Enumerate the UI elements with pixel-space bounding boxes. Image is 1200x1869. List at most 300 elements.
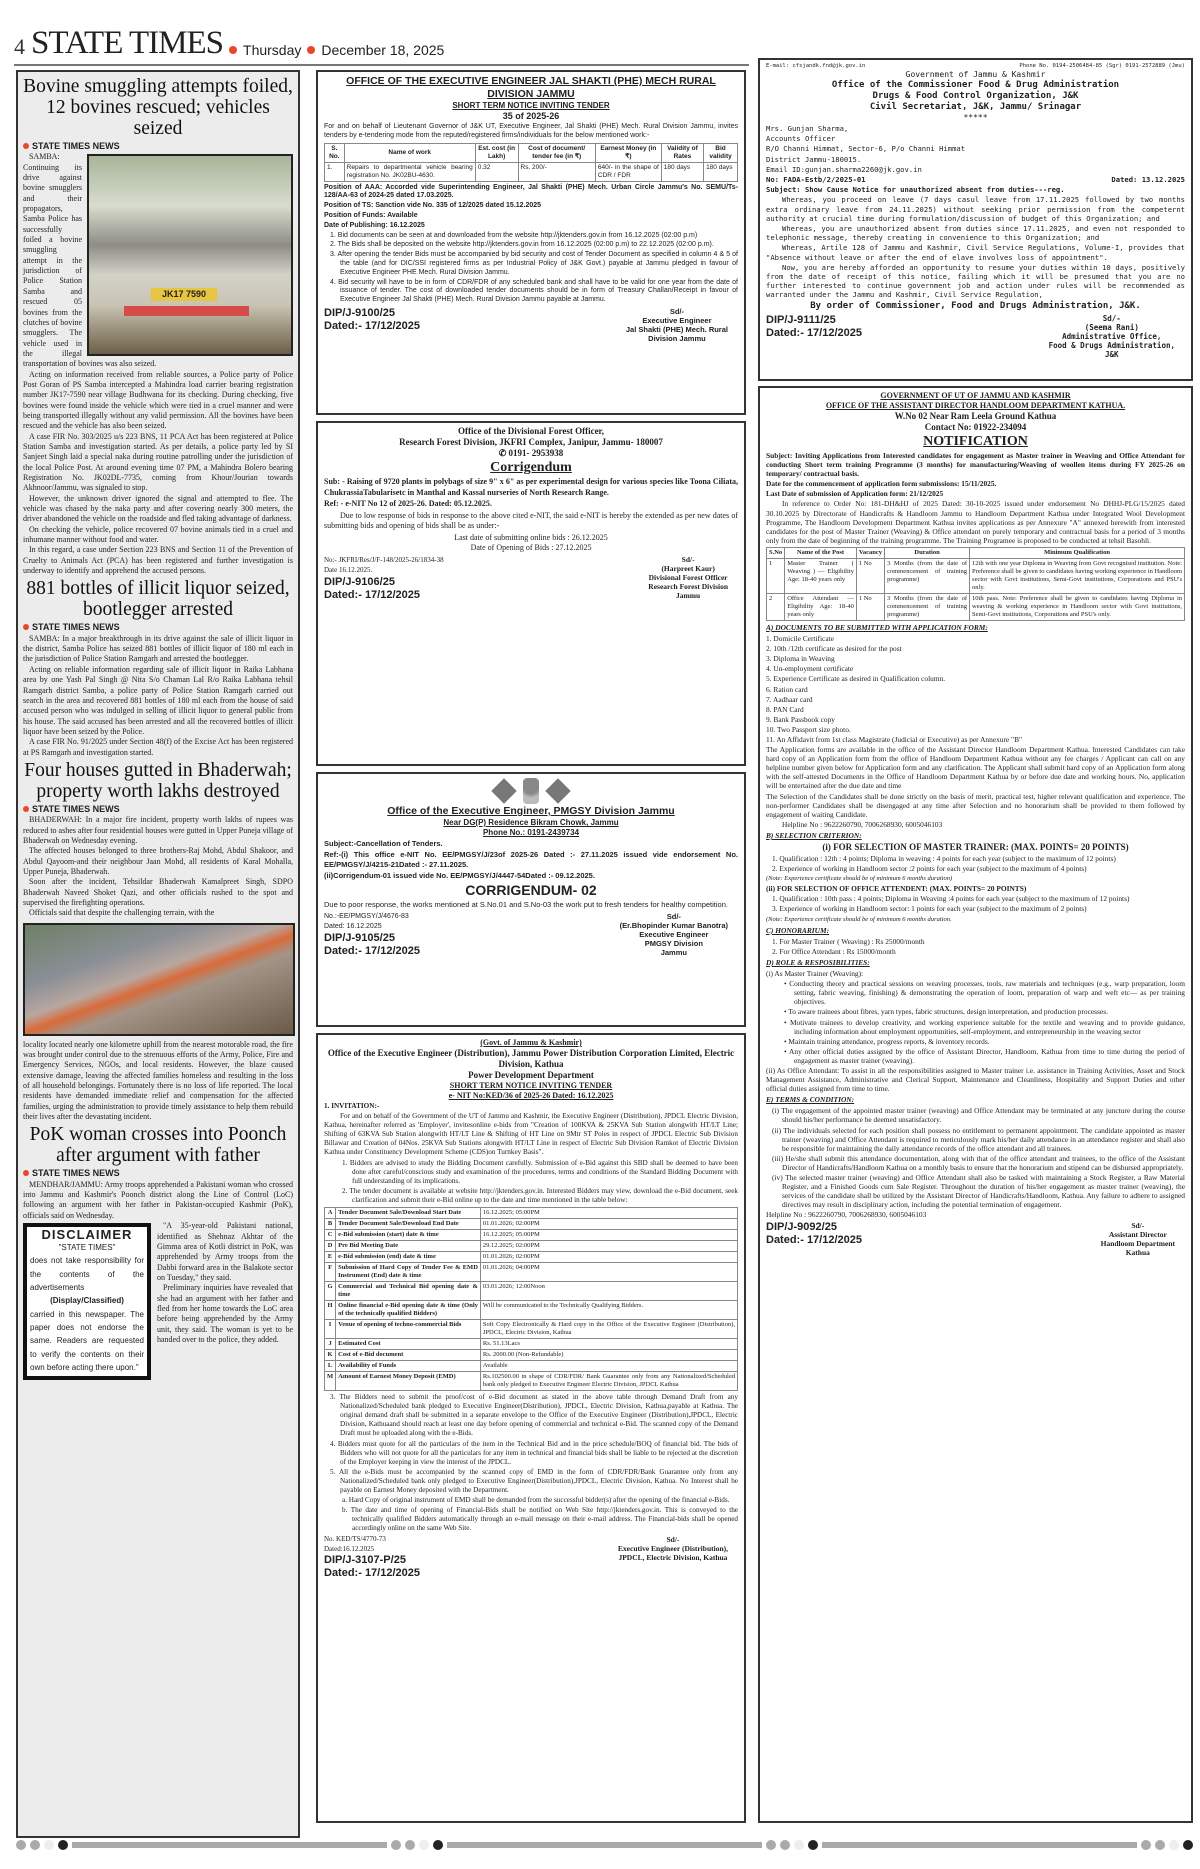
table-cell: 640/- in the shape of CDR / FDR: [595, 162, 661, 181]
notice-text: 2. For Office Attendant : Rs 15000/month: [772, 946, 896, 956]
notice-text: Email ID:gunjan.sharma2260@jk.gov.in: [766, 164, 922, 174]
reference-line: DIP/J-9100/25: [324, 306, 395, 319]
story-paragraph: However, the unknown driver ignored the signal and attempted to flee. The vehicle was chased by the naka party and after covering nearly 300 meters, the driver abandoned the vehicle on the roadside and fled taking advantage of darkness.: [23, 493, 293, 524]
notice-reference: [766, 314, 862, 359]
page-number: 4: [14, 34, 25, 59]
table-cell: 0.32: [475, 162, 518, 181]
notice-text: (iii) He/she shall submit this attendance documentation, along with that of the office attendant and trainees, to the office of the Assistant Director of Handicrafts/Handloom Kathua on a monthly basis to ensure that the honorarium and stipend can be disbursed appropriately.: [772, 1153, 1185, 1172]
notice-text: Due to low response of bids in response to the above cited e-NIT, the said e-NIT is hereby the extended as per new dates of submitting bids and opening of bids shall be as under:-: [324, 510, 738, 530]
masthead-rule: [14, 64, 749, 66]
table-cell: 1: [767, 558, 785, 593]
table-cell: Master Trainer ( Weaving ) — Eligibility Age: 18-40 years only: [785, 558, 857, 593]
story-headline: Four houses gutted in Bhaderwah; property worth lakhs destroyed: [24, 759, 292, 802]
table-cell: Estimated Cost: [336, 1339, 481, 1350]
notice-text: (Govt. of Jammu & Kashmir): [480, 1038, 582, 1047]
notice-reference: [324, 1535, 420, 1579]
table-header-cell: Duration: [885, 547, 970, 558]
disclaimer-brand: "STATE TIMES": [58, 1243, 116, 1253]
notice-text: 2. Experience of working in Handloom sector :2 points for each year (subject to the maximum of 4 points): [772, 864, 1087, 874]
table-cell: Available: [480, 1361, 737, 1372]
notice-text: 1. Domicile Certificate: [766, 634, 834, 644]
notice-text: a. Hard Copy of original instrument of EMD shall be demanded from the successful bidder(s) after the opening of the financial e-Bids.: [342, 1496, 730, 1505]
reference-line: No. KED/TS/4770-73: [324, 1535, 386, 1544]
notice-text: 2. The Bids shall be deposited on the website http://jktenders.gov.in from 16.12.2025 (02:00 p.m) to 22.12.2025 (02:00 p.m).: [330, 241, 714, 249]
story-paragraph: A case FIR No. 303/2025 u/s 223 BNS, 11 PCA Act has been registered at Police Station Samba and investigation started. As per details, a police party led by SI Sanjeet Singh laid a special naka during routine patrolling under the jurisdiction of the local Police Post. At around evening time 07 PM, a Mahindra Bolero bearing Registration No. JK02DL-7735, coming from Khour/Jourian towards Akhnoor/Jammu, was signaled to stop.: [23, 431, 293, 493]
notice-text: D) ROLE & RESPOSIBILITIES:: [766, 957, 870, 967]
notice-pmgsy-corrigendum: [316, 772, 746, 1027]
notice-text: For and on behalf of the Government of the UT of Jammu and Kashmir, the Executive Engineer (Distribution), JPDCL Electric Division, Kathua, hereinafter referred as 'Employer', invitesonline e-bids from "Creation of 100KVA & 25KVA Sub Station alongwith HT/LT Line; Shifting of 63KVA Sub Station alongwith HT/LT Line & Shifting of HT Line on 9Mtr ST Poles in respect of JPDCL Electric Sub Division Billawar and Creation of 04Nos. 25KVA Sub Stations alongwith HT/LT Line in respect of Electric Sub Division Ramkot of Electric Division Kathua under Constituency Development Scheme (CDS)on Turnkey Basis".: [324, 1112, 738, 1157]
notice-text: 3. After opening the tender Bids must be accompanied by bid security and cost of Tender Document as specified in column 4 & 5 of the table (and for DIC/SSI registered firms as per Industrial Policy of J&K Govt.) payable at Jammu pledged in favour of Executive Engineer PHE Mech. Rural Division Jammu.: [330, 251, 738, 276]
table-cell: 16.12.2025; 05:00PM: [480, 1230, 737, 1241]
signatory-line: PMGSY Division: [644, 939, 703, 948]
notice-text: Position of TS: Sanction vide No. 335 of 12/2025 dated 15.12.2025: [324, 202, 542, 210]
signatory-line: (Er.Bhopinder Kumar Banotra): [619, 921, 728, 930]
table-cell: Rs. 200/-: [518, 162, 595, 181]
table-cell: H: [325, 1301, 336, 1320]
notice-text: E) TERMS & CONDITION:: [766, 1095, 855, 1105]
notice-text: Due to poor response, the works mentioned at S.No.01 and S.No-03 the work put to fresh tenders for healthy competition.: [324, 900, 728, 909]
table-cell: I: [325, 1320, 336, 1339]
signatory-line: Sd/-: [681, 554, 695, 564]
table-cell: Submission of Hard Copy of Tender Fee & EMD Instrument (End) date & time: [336, 1263, 481, 1282]
notice-text: • Maintain training attendance, progress reports, & inventory records.: [784, 1036, 990, 1046]
notice-text: (iv) The selected master trainer (weaving) and Office Attendant shall also be tasked with maintaining a Stock Register, a Raw Material Register, and a Finished Goods cum Sale Register. Throughout the duration of his/her engagement as master trainer (weaving), the services of the candidate shall be utilized by the Assistant Director of Handicrafts/Handloom, Kathua. Any failure to adhere to assigned directives may result in disciplinary action, including the potential termination of engagement.: [772, 1173, 1185, 1210]
table-row: [325, 1339, 738, 1350]
notice-text: 2. 10th /12th certificate as desired for the post: [766, 644, 902, 654]
signatory: [648, 555, 738, 602]
notice-text: C) HONORARIUM:: [766, 925, 830, 935]
story-paragraph: Soon after the incident, Tehsildar Bhaderwah Kamalpreet Singh, SDPO Bhaderwah Naveed Shoket Qazi, and other officials rushed to the spot and supervised the firefighting operations.: [23, 877, 293, 907]
notice-text: R/O Channi Himmat, Sector-6, P/o Channi Himmat: [766, 144, 966, 154]
table-cell: 2: [767, 593, 785, 620]
table-cell: Venue of opening of techno-commercial Bids: [336, 1320, 481, 1339]
table-row: [325, 1263, 738, 1282]
table-cell: 01.01.2026; 02:00PM: [480, 1252, 737, 1263]
notice-text: Office of the Executive Engineer (Distribution), Jammu Power Distribution Corporation Limited, Electric Division, Kathua: [327, 1048, 735, 1069]
signatory-line: Jammu: [676, 590, 701, 600]
notice-text: Near DG(P) Residence Bikram Chowk, Jammu: [443, 818, 619, 827]
notice-text: Mrs. Gunjan Sharma,: [766, 124, 849, 133]
table-cell: Tender Document Sale/Download Start Date: [336, 1208, 481, 1219]
story-photo-fire: [23, 923, 295, 1036]
table-cell: Cost of e-Bid document: [336, 1350, 481, 1361]
notice-text: (Note: Experience certificate should be of minimum 6 months duration): [766, 875, 953, 883]
table-cell: E: [325, 1252, 336, 1263]
reference-line: No.:-EE/PMGSY/J/4676-83: [324, 913, 409, 920]
story-headline: Bovine smuggling attempts foiled, 12 bovines rescued; vehicles seized: [23, 76, 293, 139]
notice-text: b. The date and time of opening of Financial-Bids shall be notified on Web Site http://jktenders.gov.in. This is conveyed to the technically qualified Bidders automatically through an e-mail message on their e-mail address. The Financial-bids shall be opened accordingly online on the same Web Site.: [342, 1506, 738, 1533]
story-byline: STATE TIMES NEWS: [23, 622, 293, 632]
notice-text: Contact No: 01922-234094: [924, 422, 1027, 432]
story-paragraph: BHADERWAH: In a major fire incident, property worth lakhs of rupees was reduced to ashes after four residential houses were gutted in Upper Puneja village of Bhaderwah on Wednesday evening.: [23, 815, 293, 845]
story-headline: 881 bottles of illicit liquor seized, bootlegger arrested: [26, 578, 290, 621]
signatory-line: Sd/-: [666, 912, 681, 921]
signatory-line: Research Forest Division: [648, 581, 728, 591]
table-row: [325, 1372, 738, 1391]
table-header-cell: Minimum Qualification: [970, 547, 1185, 558]
notice-text: SHORT TERM NOTICE INVITING TENDER: [452, 101, 610, 110]
map-emblem-icon: [545, 778, 570, 803]
notice-text: 8. PAN Card: [766, 704, 804, 714]
notice-reference: [766, 1221, 862, 1257]
table-cell: 180 days: [661, 162, 703, 181]
notice-table: [324, 143, 738, 182]
header-right: Phone No. 0194-2506484-85 (Sgr) 0191-2572889 (Jmu): [1019, 63, 1185, 69]
notice-text: SHORT TERM NOTICE INVITING TENDER: [449, 1081, 613, 1090]
notice-text: OFFICE OF THE EXECUTIVE ENGINEER JAL SHAKTI (PHE) MECH RURAL DIVISION JAMMU: [346, 75, 716, 100]
table-cell: Pre Bid Meeting Date: [336, 1241, 481, 1252]
notice-text: In reference to Order No: 181-DH&HJ of 2025 Dated: 30-10-2025 issued under endorsement No DHHJ-PLG/15/2025 dated 30.10.2025 by Directorate of Handicrafts & Handloom Jammu to Handloom Department Kathua under Integrated Wool Development Programme, The Handloom Development Department Kathua invites applications as per Annexure "A" annexed herewith from interested candidates for the post of Master Trainer (Weaving) & Office attendant on purely temporary and contractual basis for a period of 3 months only from the date of beginning of the training programme. The Training Programee is proposed to be conducted at tehsil Basohli.: [766, 499, 1185, 545]
table-row: [325, 1208, 738, 1219]
table-cell: A: [325, 1208, 336, 1219]
table-cell: M: [325, 1372, 336, 1391]
notice-text: (i) The engagement of the appointed master trainer (weaving) and Office Attendant may be terminated at any juncture during the course should his/her performance be deemed unsatisfactory.: [772, 1106, 1185, 1125]
story-photo-vehicle: [87, 154, 293, 356]
notice-text: Accounts Officer: [766, 134, 836, 144]
notice-text: 5. All the e-Bids must be accompanied by the scanned copy of EMD in the form of CDR/FDR/Bank Guarantee only from any Nationalized/Scheduled bank only pledged to Executive Engineer(Distribution),JPDCL, Electric Division, Kathua. No Interest shall be payable on Earnest Money deposited with the Department.: [330, 1467, 738, 1494]
reference-line: DIP/J-9111/25: [766, 313, 836, 326]
signatory: [1101, 1221, 1185, 1257]
header-right: Dated: 13.12.2025: [1111, 175, 1185, 185]
table-cell: F: [325, 1263, 336, 1282]
notice-text: Research Forest Division, JKFRI Complex, Janipur, Jammu- 180007: [399, 437, 663, 447]
reference-line: No:- JKFRI/Res/J/F-148/2025-26/1834-38: [324, 555, 444, 564]
notice-text: 7. Aadhaar card: [766, 694, 813, 704]
issue-date: December 18, 2025: [321, 42, 445, 58]
story-headline: PoK woman crosses into Poonch after argument with father: [29, 1124, 287, 1167]
story-paragraph: Acting on information received from reliable sources, a Police party of Police Post Goran of PS Samba intercepted a Mahindra load carrier bearing registration number JK17-7590 near village Budhwana for its checking. During checking, five bovines were found inside the vehicle which were tied in a cruel manner and were being transported illegally without any valid permission. All the bovines have been rescued and the vehicle has also been seized.: [23, 369, 293, 431]
notice-jal-shakti-tender: [316, 70, 746, 415]
bullet-icon: [229, 46, 237, 54]
reference-line: DIP/J-9106/25: [324, 575, 395, 588]
story-paragraph: The affected houses belonged to three brothers-Raj Mohd, Abdul Shakoor, and Abdul Qayoom-and their neighbour Jaan Mohd, all residents of Karal Mohalla, Upper Puneja, Bhaderwah.: [23, 846, 293, 876]
map-emblem-icon: [491, 778, 516, 803]
table-cell: Rs. 51.13Lacs: [480, 1339, 737, 1350]
table-cell: 03.01.2026; 12:00Noon: [480, 1282, 737, 1301]
table-cell: 1.: [325, 162, 345, 181]
national-emblem-icon: [523, 778, 539, 804]
table-cell: 3 Months (from the date of commencement of training programme): [885, 593, 970, 620]
signatory-line: Executive Engineer: [642, 315, 712, 325]
notice-signature-block: [766, 1221, 1185, 1257]
signatory-line: (Seema Rani): [1084, 322, 1139, 332]
table-row: [325, 1230, 738, 1241]
notice-text: 1. Qualification : 10th pass : 4 points; Diploma in Weaving :4 points for each year (subject to the maximum of 12 points): [772, 894, 1130, 904]
notice-text: • Motivate trainees to develop creativity, and working experience suitable for the textile and weaving and to provide guidance, including information about employment opportunities, self-employment, and entrepreneurship in the weaving sector: [784, 1017, 1185, 1036]
table-cell: 10th pass. Note: Preference shall be given to candidates having Diploma in weaving & working experience in Handloom sector with Govt institutions, Semi-Govt institutions, Corporations and PSU's only.: [970, 593, 1185, 620]
table-cell: e-Bid submission (start) date & time: [336, 1230, 481, 1241]
notice-table: [766, 547, 1185, 621]
table-header-cell: Vacancy: [856, 547, 884, 558]
newspaper-logo: STATE TIMES: [31, 25, 224, 61]
table-cell: Online financial e-Bid opening date & time (Only of the technically qualified Bidders): [336, 1301, 481, 1320]
notice-text: Drugs & Food Control Organization, J&K: [872, 91, 1079, 101]
bullet-icon: [307, 46, 315, 54]
signatory-line: Jammu: [660, 948, 687, 957]
table-cell: 29.12.2025; 02:00PM: [480, 1241, 737, 1252]
notice-text: 10. Two Passport size photo.: [766, 724, 851, 734]
table-cell: Tender Document Sale/Download End Date: [336, 1219, 481, 1230]
signatory: [620, 912, 738, 958]
story-paragraph: Officials said that despite the challenging terrain, with the: [29, 908, 215, 918]
notice-text: Date of Opening of Bids : 27.12.2025: [470, 542, 592, 552]
notice-text: (Note: Experience certificate should be of minimum 6 months duration.: [766, 915, 952, 923]
signatory: [626, 307, 738, 343]
news-column: [16, 70, 300, 1838]
table-row: [767, 593, 1185, 620]
table-header-row: [767, 547, 1185, 558]
table-row: [325, 1320, 738, 1339]
disclaimer-text: carried in this newspaper. The paper does not endorse the same. Readers are requested to verify the contents on their own before acting there upon.": [30, 1309, 144, 1372]
disclaimer-text: does not take responsibility for the contents of the advertisements: [30, 1256, 144, 1293]
story-paragraph: SAMBA: In a major breakthrough in its drive against the sale of illicit liquor in the district, Samba Police has seized 881 bottles of illicit liquor of 180 ml each in the jurisdiction of Police Station Ramgarh and arrested the bootlegger.: [23, 633, 293, 664]
table-cell: Availability of Funds: [336, 1361, 481, 1372]
table-row: [325, 162, 738, 181]
disclaimer-type: (Display/Classified): [50, 1296, 124, 1306]
notice-text: 9. Bank Passbook copy: [766, 714, 835, 724]
notice-text: Subject: Show Cause Notice for unauthorized absent from duties---reg.: [766, 185, 1065, 195]
story-paragraph: On checking the vehicle, police recovered 07 bovine animals tied in a cruel and inhumane manner without food and water.: [23, 524, 293, 545]
notice-text: 1. Bidders are advised to study the Bidding Document carefully. Submission of e-Bid against this SBD shall be deemed to have been done after careful/conscious study and examination of the procedures, terms and conditions of the Standard Bidding Document with full understanding of its implications.: [342, 1158, 738, 1185]
table-cell: 12th with one year Diploma in Weaving from Govt recognised institution. Note: Preference shall be given to candidates having working experience in Handloom sector with Govt institutions, Semi-Govt institutions, Corporations and PSU's only.: [970, 558, 1185, 593]
table-cell: 180 days: [704, 162, 738, 181]
notice-text: CORRIGENDUM- 02: [465, 882, 597, 898]
table-header-cell: Est. cost (in Lakh): [475, 143, 518, 162]
page-footer-ornament: [16, 1840, 1193, 1850]
story-paragraph: Preliminary inquiries have revealed that she had an argument with her father and fled from her home towards the LoC area before being apprehended by the Army unit, they said. The woman is yet to be handed over to the police, they added.: [157, 1283, 293, 1344]
reference-line: Date 16.12.2025.: [324, 566, 373, 574]
signatory-line: Sd/-: [669, 306, 685, 316]
notice-text: (i) As Master Trainer (Weaving):: [766, 969, 864, 979]
signatory-line: Sd/-: [1102, 313, 1121, 323]
notice-text: Civil Secretariat, J&K, Jammu/ Srinagar: [869, 102, 1082, 112]
reference-line: Dated: 16.12.2025: [324, 923, 382, 930]
notice-text: Last date of submitting online bids : 26.12.2025: [454, 532, 608, 542]
signatory-line: Food & Drugs Administration,: [1048, 340, 1175, 350]
table-cell: B: [325, 1219, 336, 1230]
notice-text: 4. Un-employment certificate: [766, 664, 854, 674]
table-cell: 01.01.2026; 02:00PM: [480, 1219, 737, 1230]
table-row: [325, 1301, 738, 1320]
signatory-line: Handloom Department: [1100, 1239, 1175, 1249]
story-paragraph: locality located nearly one kilometre uphill from the nearest motorable road, the fire was brought under control due to the strenuous efforts of the Army, Police, Fire and Emergency Services, NGOs, and local residents. However, the blaze caused extensive damage, leaving the affected families homeless and resulting in the loss of all household belongings. Fortunately there is no loss of life reported. The local residents have demanded immediate relief and compensation for the affected families, urging the administration to provide timely assistance to help them rebuild their lives after the devastating incident.: [23, 1039, 293, 1122]
notice-text: 3. Experience of working in Handloom sector: 1 points for each year (subject to the maximum of 2 points): [772, 904, 1087, 914]
table-cell: e-Bid submission (end) date & time: [336, 1252, 481, 1263]
notice-text: The Application forms are available in the office of the Assistant Director Handloom Department Kathua. Interested Candidates can take hard copy of an Application form from the office of Handloom Department Kathua without any fee charges / Applicant can call on any helpline number given below for Application form and any clarification. The Applicant shall submit hard copy of an Application form along with the self-attested Documents in the Office of Handloom Department Kathua by or before due date and working hours. No, application will be entertained after the due date and time: [766, 745, 1185, 791]
notice-text: For and on behalf of Lieutenant Governor of J&K UT, Executive Engineer, Jal Shakti (PHE) Mech. Rural Division Jammu, invites tenders by e-tendering mode from the reputed/registered firms/individuals for the below mentioned work:-: [324, 123, 738, 139]
signatory-line: Sd/-: [666, 1535, 680, 1545]
table-cell: Amount of Earnest Money Deposit (EMD): [336, 1372, 481, 1391]
reference-line: Dated:- 17/12/2025: [324, 945, 420, 957]
table-cell: Rs.102500.00 in shape of CDR/FDR/ Bank Guarantee only from any Nationalized/Scheduled bank only pledged to Executive Engineer Electric Division, JPDCL Kathua: [480, 1372, 737, 1391]
notice-text: 1. INVITATION:-: [324, 1102, 380, 1110]
table-cell: Will be communicated to the Technically Qualifying Bidders.: [480, 1301, 737, 1320]
reference-line: Dated:- 17/12/2025: [766, 1234, 862, 1247]
signatory-line: JPDCL, Electric Division, Kathua: [618, 1553, 728, 1563]
table-header-cell: Validity of Rates: [661, 143, 703, 162]
notice-text: (ii) The individuals selected for each position shall possess no entitlement to permanent appointment. The candidate appointed as master trainer (weaving) and Office Attendant is required to meticulously mark his/her daily attendance in an attendance register and shall also be responsible for maintaining the daily attendance records of the office attendant and all trainees.: [772, 1125, 1185, 1153]
table-header-cell: Cost of document/ tender fee (in ₹): [518, 143, 595, 162]
notice-text: Government of Jammu & Kashmir: [905, 70, 1046, 79]
notice-text: (ii) FOR SELECTION OF OFFICE ATTENDENT: (MAX. POINTS= 20 POINTS): [766, 884, 1027, 894]
notice-text: 4. Bidders must quote for all the particulars of the item in the Technical Bid and in the price schedule/BOQ of financial bid. The bids of Bidders who will not quote for all the particulars for any item in technical and financial bids shall be liable to be rejected at the discretion of the Employer keeping in view the interest of the JPDCL.: [330, 1439, 738, 1466]
notice-text: • Conducting theory and practical sessions on weaving processes, tools, raw materials and techniques (e.g., warp preparation, loom setting, fabric weaving, finishing) & demonstrating the operation of loom, preparation of warp and weft etc— as per training objectives.: [784, 979, 1185, 1007]
notice-text: Subject:-Cancellation of Tenders.: [324, 839, 443, 848]
notice-text: Sub: - Raising of 9720 plants in polybags of size 9" x 6" as per experimental design for various species like Toona Ciliata, ChukrassiaTabularisetc in Manthal and Kassal nurseries of North Research Range.: [324, 477, 738, 497]
notice-text: The Selection of the Candidates shall be done strictly on the basis of merit, practical test, higher relevant qualification and experience. The non-performer Candidates shall be disengaged at any time after Selection and no honorarium shall be provided to them followed by engagement of waiting Candidate.: [766, 791, 1185, 819]
table-header-cell: Earnest Money (in ₹): [595, 143, 661, 162]
story-byline: STATE TIMES NEWS: [23, 141, 293, 151]
table-cell: Commercial and Technical Bid opening date & time: [336, 1282, 481, 1301]
signatory-line: Divisional Forest Officer: [648, 572, 728, 582]
story-paragraph: Acting on reliable information regarding sale of illicit liquor in Raika Labhana area by one Yash Pal Singh @ Nita S/o Chaman Lal R/o Raika Labhana tehsil Ramgarh district Samba, a police party of Police Station Ramgarh carried out search in the area and recovered 881 bottles of 180 ml each from the house of said accused person who was indulged in selling of illicit liquor to general public from his house. The said accused has been arrested and all the recovered bottles of illicit liquor have been seized by the Police.: [23, 664, 293, 736]
notice-text: OFFICE OF THE ASSISTANT DIRECTOR HANDLOOM DEPARTMENT KATHUA.: [825, 401, 1126, 410]
notice-text: Subject: Inviting Applications from Interested candidates for engagement as Master trainer in Weaving and Office Attendant for conducting Short term training Programme (3 months) for manufacturing/Weaving of woollen items during FY 2025-26 on temporary/ contractual basis.: [766, 451, 1185, 479]
signatory-line: Administrative Office,: [1062, 331, 1162, 341]
signatory-line: Sd/-: [1131, 1221, 1145, 1231]
table-header-cell: S. No.: [325, 143, 345, 162]
notice-text: 4. Bid security will have to be in form of CDR/FDR of any scheduled bank and shall have to be valid for one year from the date of issuance of tender. The cost of downloaded tender documents should be in form of Treasury Challan/Receipt in favour of Executive Engineer Jal Shakti (PHE) Mech. Rural Division Jammu payable at Jammu.: [330, 278, 738, 304]
notice-text: 11. An Affidavit from 1st class Magistrate (Judicial or Executive) as per Annexure "B": [766, 734, 1023, 744]
signatory-line: Executive Engineer (Distribution),: [617, 1544, 728, 1554]
notice-text: Whereas, you are unauthorized absent from duties since 17.11.2025, and even not responded to telephonic message, thereby creating in convenience to this Organization; and: [766, 224, 1185, 243]
notice-reference: [324, 555, 444, 602]
notice-fda-show-cause: [758, 58, 1193, 381]
table-row: [325, 1282, 738, 1301]
reference-line: Dated:- 17/12/2025: [324, 319, 420, 332]
notice-text: Whereas, you proceed on leave (7 days casul leave from 17.11.2025 followed by two months extra ordinary leave from 24.11.2025) without seeking prior permission from the competernt authority at crucial time during formulation/discussion of budget of this Organization; and: [766, 195, 1185, 223]
table-cell: Office Attendant — Eligibility Age: 18-40 years only: [785, 593, 857, 620]
signatory-line: (Harpreet Kaur): [661, 563, 715, 573]
signatory-line: Kathua: [1125, 1248, 1150, 1258]
signatory-line: Executive Engineer: [639, 930, 709, 939]
notice-text: (ii) As Office Attendant: To assist in all the responsibilities assigned to Master trainer i.e. assistance in Training Activities, Asset and Stock Management Assistance, Administrative and Clerical Support, Maintenance and Cleanliness, Hospitality and Support Duties and other official duties assigned from time to time.: [766, 1065, 1185, 1094]
notice-text: Date for the commencement of application form submissions: 15/11/2025.: [766, 479, 997, 489]
header-left: No: FADA-Estb/2/2025-01: [766, 175, 866, 185]
story-paragraph: MENDHAR/JAMMU: Army troops apprehended a Pakistani woman who crossed into Jammu and Kashmir's Poonch district along the Line of Control (LoC) following an argument with her father in Pakistan-occupied Kashmir (PoK), officials said on Wednesday.: [23, 1179, 293, 1220]
table-cell: Repairs to departmental vehicle bearing registration No. JK02BU-4630.: [344, 162, 475, 181]
table-header-row: [325, 143, 738, 162]
signatory: [1049, 314, 1185, 359]
notice-text: Last Date of submission of Application form: 21/12/2025: [766, 489, 944, 499]
reference-line: DIP/J-9105/25: [324, 932, 395, 944]
notice-text: Now, you are hereby afforded an opportunity to resume your duties within 10 days, positively from the date of receipt of this notice, failing which it will be presumed that you are no further interested to continue government job and action under rules will be recommended as warranted under the Jammu and Kashmir, Civil Service Regulation,: [766, 262, 1185, 300]
notice-text: Date of Publishing: 16.12.2025: [324, 221, 425, 229]
table-cell: J: [325, 1339, 336, 1350]
table-cell: G: [325, 1282, 336, 1301]
notice-text: Power Development Department: [468, 1070, 594, 1080]
issue-day: Thursday: [243, 42, 302, 58]
notice-text: e- NIT No:KED/36 of 2025-26 Dated: 16.12.2025: [448, 1091, 614, 1100]
disclaimer-title: DISCLAIMER: [41, 1227, 133, 1243]
notice-text: Position of AAA: Accorded vide Superintending Engineer, Jal Shakti (PHE) Mech. Urban Circle Jammu's No. SEMU/Ts-128/AA-63 of 2024-25 dated 17.03.2025.: [324, 183, 738, 200]
table-row: [325, 1350, 738, 1361]
reference-line: Dated:- 17/12/2025: [766, 326, 862, 339]
notice-text: 3. The Bidders need to submit the proof/cost of e-Bid document as stated in the above table through Demand Draft from any Nationalized/Scheduled bank pledged to Executive Engineer(Distribution), JPDCL, Electric Division, Kathua,payable at Kathua. The original demand draft shall be submitted in a separate envelope to the Office of the Executive Engineer (Distribution),JPDCL, Electric Division, Kathuaand should reach at least one day before opening of commercial and technical e-Bid. The scanned copy of the Demand Draft must be uploaded along with the e-Bids.: [330, 1393, 738, 1438]
reference-line: Dated:- 17/12/2025: [324, 588, 420, 601]
notice-text: 35 of 2025-26: [502, 111, 560, 121]
notice-text: 1. Bid documents can be seen at and downloaded from the website http://jktenders.gov.in from 16.12.2025 (02:00 p.m): [330, 231, 698, 239]
notice-reference: [324, 912, 420, 958]
table-cell: D: [325, 1241, 336, 1252]
notice-text: NOTIFICATION: [923, 434, 1028, 449]
reference-line: Dated:- 17/12/2025: [324, 1566, 420, 1579]
reference-line: DIP/J-3107-P/25: [324, 1553, 406, 1566]
table-cell: Rs. 2000.00 (Non-Refundable): [480, 1350, 737, 1361]
table-header-cell: Name of work: [344, 143, 475, 162]
story-paragraph: A case FIR No. 91/2025 under Section 48(f) of the Excise Act has been registered at PS Ramgarh and investigation started.: [23, 737, 293, 757]
table-cell: L: [325, 1361, 336, 1372]
table-cell: 1 No: [856, 558, 884, 593]
notice-text: District Jammu-180015.: [766, 154, 862, 164]
reference-line: DIP/J-9092/25: [766, 1221, 837, 1234]
header-left: E-mail: cfsjandk.fnd@jk.gov.in: [766, 63, 866, 69]
notice-text: *****: [963, 113, 988, 122]
notice-text: Office of the Commissioner Food & Drug Administration: [831, 80, 1120, 90]
notice-signature-block: [324, 1535, 738, 1579]
notice-text: (i) FOR SELECTION OF MASTER TRAINER: (MAX. POINTS= 20 POINTS): [822, 842, 1129, 852]
table-header-cell: S.No: [767, 547, 785, 558]
notice-text: (ii)Corrigendum-01 issued vide No. EE/PMGSY/J/4447-54Dated :- 09.12.2025.: [324, 871, 595, 880]
notice-text: Position of Funds: Available: [324, 211, 418, 219]
signatory-line: Jal Shakti (PHE) Mech. Rural: [625, 324, 728, 334]
vehicle-bumper: [124, 306, 249, 316]
notice-text: Whereas, Artile 128 of Jammu and Kashmir, Civil Service Regulations, Volume-I, provides that "Absence without leave or after the end of elave involves loss of appointment".: [766, 243, 1185, 262]
notice-signature-block: [324, 307, 738, 343]
notice-text: Corrigendum: [490, 460, 572, 475]
table-header-cell: Name of the Post: [785, 547, 857, 558]
signatory-line: J&K: [1105, 349, 1119, 359]
table-cell: 3 Months (from the date of commencement of training programme): [885, 558, 970, 593]
story-byline: STATE TIMES NEWS: [23, 1168, 293, 1178]
notice-text: • Any other official duties assigned by the office of Assistant Director, Handloom, Kathua from time to time during the period of engagement as master trainer (weaving).: [784, 1046, 1185, 1065]
notice-text: W.No 02 Near Ram Leela Ground Kathua: [894, 411, 1057, 421]
story-byline: STATE TIMES NEWS: [23, 804, 293, 814]
notice-signature-block: [324, 912, 738, 958]
notice-handloom-notification: [758, 386, 1193, 1823]
table-cell: 1 No: [856, 593, 884, 620]
notice-text: Office of the Executive Engineer, PMGSY Division Jammu: [387, 805, 675, 817]
notice-reference: [324, 307, 420, 343]
reference-line: Dated:16.12.2025: [324, 1544, 375, 1553]
story-paragraph: "A 35-year-old Pakistani national, identified as Shehnaz Akhtar of the Gimma area of Kotli district in PoK, was apprehended by Army troops from the Dabbi forward area in the Balakote sector on Tuesday," they said.: [157, 1221, 293, 1282]
notice-text: 3. Diploma in Weaving: [766, 654, 835, 664]
notice-header-row: [766, 63, 1185, 70]
signatory-line: Division Jammu: [648, 333, 706, 343]
story-paragraph: In this regard, a case under Section 223 BNS and Section 11 of the Prevention of Cruelty to Animals Act (PCA) has been registered and further investigation is underway to identify and apprehend the accused persons.: [23, 545, 293, 576]
table-row: [325, 1241, 738, 1252]
table-cell: C: [325, 1230, 336, 1241]
disclaimer-box: [23, 1223, 151, 1380]
notice-text: • To aware trainees about fibres, yarn types, fabric structures, design interpretation, and production processes.: [784, 1007, 1108, 1017]
notice-text: A) DOCUMENTS TO BE SUBMITTED WITH APPLICATION FORM:: [766, 622, 988, 632]
table-cell: 01.01.2026; 04:00PM: [480, 1263, 737, 1282]
notice-text: Ref: - e-NIT No 12 of 2025-26. Dated: 05.12.2025.: [324, 499, 492, 508]
notice-text: By order of Commissioner, Food and Drugs Administration, J&K.: [810, 300, 1141, 311]
notice-text: Helpline No : 9622260790, 7006268930, 6005046103: [782, 819, 943, 829]
table-row: [325, 1219, 738, 1230]
notice-text: 6. Ration card: [766, 684, 808, 694]
notice-text: ✆ 0191- 2953938: [498, 448, 564, 458]
notice-jpdcl-tender: [316, 1033, 746, 1823]
table-header-cell: Bid validity: [704, 143, 738, 162]
vehicle-number-plate: JK17 7590: [151, 288, 217, 301]
notice-signature-block: [766, 314, 1185, 359]
table-cell: Soft Copy Electronically & Hard copy in the Office of the Executive Engineer (Distribution), JPDCL, Electric Division, Kathua: [480, 1320, 737, 1339]
table-row: [767, 558, 1185, 593]
masthead: [14, 22, 444, 60]
notice-signature-block: [324, 555, 738, 602]
